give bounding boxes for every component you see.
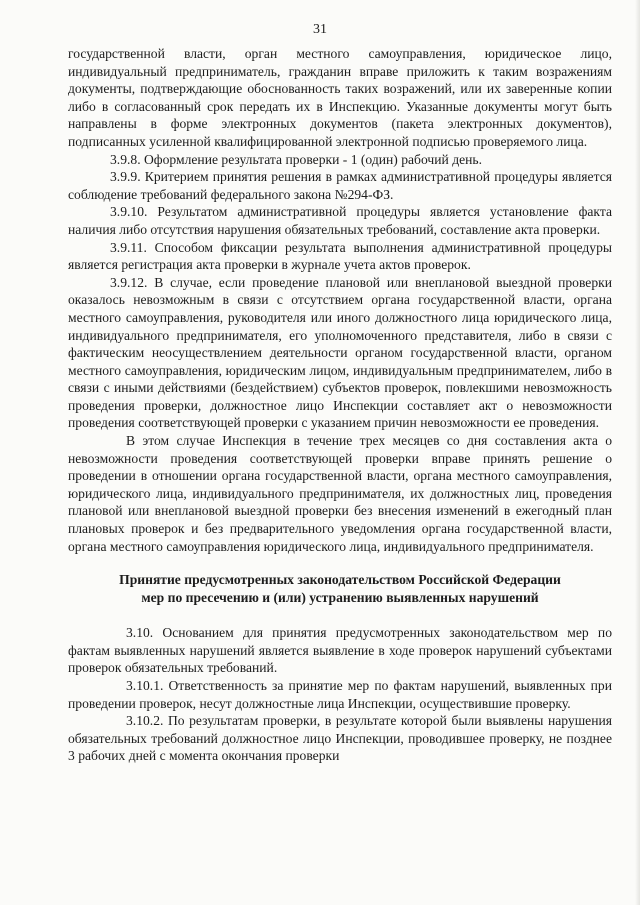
page-number: 31	[313, 22, 327, 37]
paragraph: 3.10. Основанием для принятия предусмотренных законодательством мер по фактам выявленных нарушений является выявление в ходе проверок нарушений субъектами проверок обязательных требований.	[68, 625, 612, 676]
paragraph: 3.9.8. Оформление результата проверки - 1 (один) рабочий день.	[110, 151, 483, 167]
paragraph: 3.9.12. В случае, если проведение плановой или внеплановой выездной проверки оказалось невозможным в связи с отсутствием органа государственной власти, органа местного самоуправления, руководителя или иного должностного лица юридического лица, индивидуального предпринимателя, его уполномоченного представителя, либо в связи с фактическим неосуществлением деятельности органом государственной власти, органом местного самоуправления, юридическим лицом, индивидуальным предпринимателем, либо в связи с иными действиями (бездействием) субъектов проверок, повлекшими невозможность проведения проверки, должностное лицо Инспекции составляет акт о невозможности проведения соответствующей проверки с указанием причин невозможности ее проведения.	[68, 274, 612, 431]
paragraph: 3.10.2. По результатам проверки, в результате которой были выявлены нарушения обязательных требований должностное лицо Инспекции, проводившее проверку, не позднее 3 рабочих дней с момента окончания проверки	[68, 713, 612, 764]
paragraph: 3.9.9. Критерием принятия решения в рамках административной процедуры является соблюдение требований федерального закона №294-ФЗ.	[68, 169, 612, 202]
heading-line: мер по пресечению и (или) устранению выявленных нарушений	[141, 590, 539, 606]
document-body	[68, 45, 612, 765]
section-heading	[68, 571, 612, 607]
paragraph: 3.9.11. Способом фиксации результата выполнения административной процедуры является регистрация акта проверки в журнале учета актов проверок.	[68, 239, 612, 273]
paragraph: 3.10.1. Ответственность за принятие мер по фактам нарушений, выявленных при проведении проверок, несут должностные лица Инспекции, осуществившие проверку.	[68, 678, 612, 711]
scan-edge-shadow	[635, 0, 640, 905]
paragraph: В этом случае Инспекция в течение трех месяцев со дня составления акта о невозможности проведения соответствующей проверки вправе принять решение о проведении в отношении органа государственной власти, органа местного самоуправления, юридического лица, индивидуального предпринимателя, их должностных лиц, проведения плановой или внеплановой выездной проверки без внесения изменений в ежегодный план плановых проверок и без предварительного уведомления органа государственной власти, органа местного самоуправления юридического лица, индивидуального предпринимателя.	[68, 433, 612, 554]
paragraph: 3.9.10. Результатом административной процедуры является установление факта наличия либо отсутствия нарушения обязательных требований, составление акта проверки.	[68, 204, 612, 237]
heading-line: Принятие предусмотренных законодательством Российской Федерации	[119, 572, 561, 588]
paragraph: государственной власти, орган местного самоуправления, юридическое лицо, индивидуальный предприниматель, гражданин вправе приложить к таким возражениям документы, подтверждающие обоснованность таких возражений, или их заверенные копии либо в согласованный срок передать их в Инспекцию. Указанные документы могут быть направлены в форме электронных документов (пакета электронных документов), подписанных усиленной квалифицированной электронной подписью проверяемого лица.	[68, 46, 612, 149]
